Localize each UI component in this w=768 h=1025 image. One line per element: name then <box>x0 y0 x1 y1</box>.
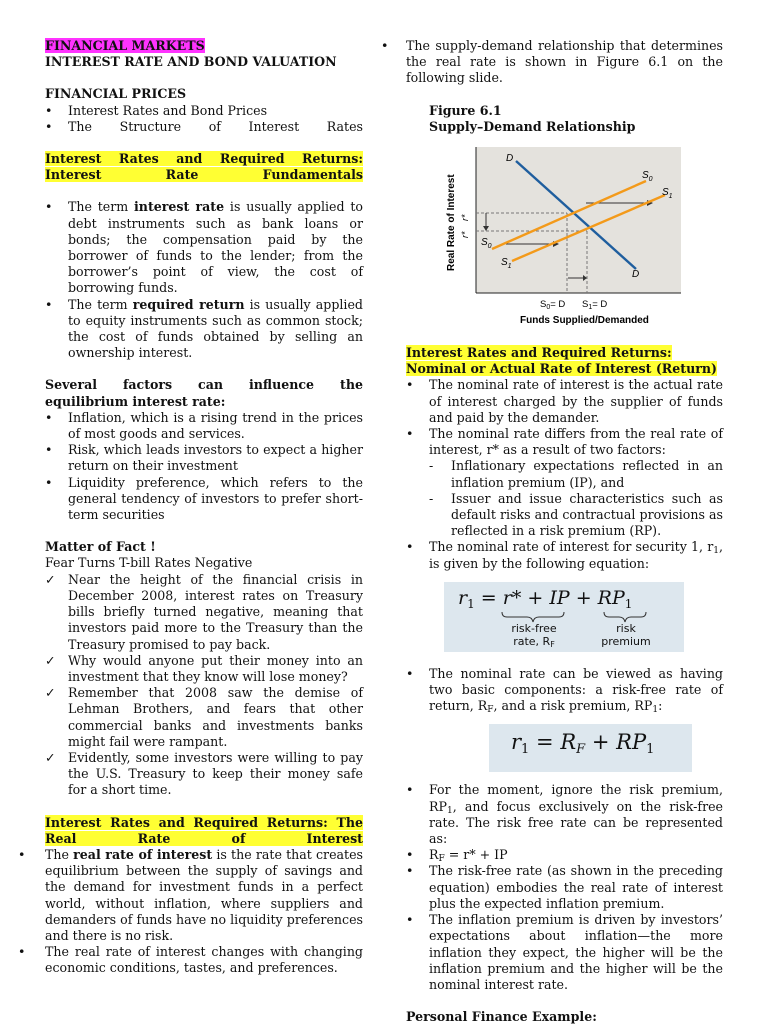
intro-list <box>381 38 723 87</box>
supply-s0-label-left: $S_0$ <box>481 237 492 251</box>
figure-number: Figure 6.1 <box>429 102 502 118</box>
supply-s1-label-top: $S_1$ <box>662 187 673 201</box>
list-item: ✓ Evidently, some investors were willing to pay the U.S. Treasury to keep their money safe for a short time. <box>45 750 363 799</box>
components-list <box>406 666 723 715</box>
supply-s1-label-left: $S_1$ <box>501 257 512 271</box>
list-item: • Risk, which leads investors to expect a higher return on their investment <box>45 442 363 474</box>
demand-label-top: D <box>506 153 514 165</box>
financial-prices-heading: FINANCIAL PRICES <box>45 86 187 102</box>
list-item: • For the moment, ignore the risk premium, $RP_1$, and focus exclusively on the risk-free rate. The risk free rate can be represented as: <box>406 782 723 847</box>
list-item: • The term interest rate is usually applied to debt instruments such as bank loans or bonds; the compensation paid by the borrower of funds to the lender; from the borrower’s point of view, the cost of borrowing funds. <box>45 199 363 296</box>
equation-components <box>489 724 692 772</box>
doc-title: FINANCIAL MARKETS <box>45 38 205 53</box>
fundamentals-heading: Interest Rates and Required Returns: Interest Rate Fundamentals <box>45 151 363 183</box>
list-item: ✓ Why would anyone put their money into an investment that they know will lose money? <box>45 653 363 685</box>
list-item: • The Structure of Interest Rates <box>45 119 363 135</box>
list-item: - Issuer and issue characteristics such as default risks and contractual provisions as reflected in a risk premium (RP). <box>429 491 723 540</box>
x1-label: $S_1= D$ <box>582 299 608 312</box>
brace-label-risk-premium: risk premium <box>601 621 651 648</box>
matter-of-fact-list <box>45 572 363 799</box>
factors-list <box>45 410 363 523</box>
matter-of-fact-subtitle: Fear Turns T-bill Rates Negative <box>45 555 253 571</box>
list-item: • Inflation, which is a rising trend in the prices of most goods and services. <box>45 410 363 442</box>
nominal-heading: Interest Rates and Required Returns: <box>406 345 672 361</box>
left-column <box>45 38 363 977</box>
real-rate-heading: Interest Rates and Required Returns: The Real Rate of Interest <box>45 814 363 846</box>
right-column <box>406 38 723 1025</box>
list-item: • The nominal rate of interest for security 1, $r_1$, is given by the following equation: <box>406 539 723 571</box>
list-item: • The nominal rate of interest is the actual rate of interest charged by the supplier of funds and paid by the demander. <box>406 377 723 426</box>
nominal-heading-2: Nominal or Actual Rate of Interest (Return) <box>406 361 717 377</box>
list-item: • The real rate of interest is the rate that creates equilibrium between the supply of savings and the demand for investment funds in a perfect world, without inflation, where suppliers and demanders of funds have no liquidity preferences and there is no risk. <box>18 847 363 944</box>
y-axis-label: Real Rate of Interest <box>446 174 457 272</box>
list-item: • Interest Rates and Bond Prices <box>45 103 363 119</box>
brace-label-risk-free: risk-free rate, RF <box>511 621 557 649</box>
list-item: • The supply-demand relationship that determines the real rate is shown in Figure 6.1 on the following slide. <box>381 38 723 87</box>
personal-finance-heading: Personal Finance Example: <box>406 1009 597 1025</box>
list-item: • Liquidity preference, which refers to the general tendency of investors to prefer short-term securities <box>45 475 363 524</box>
equation-1-text: $r_1 = r*$ + IP + $RP_1$ <box>458 586 633 611</box>
list-item: • The inflation premium is driven by investors’ expectations about inflation—the more inflation they expect, the higher will be the inflation premium and the higher will be the nominal interest rate. <box>406 912 723 993</box>
list-item: • The nominal rate can be viewed as having two basic components: a risk-free rate of return, $R_F$, and a risk premium, $RP_1$: <box>406 666 723 715</box>
list-item: ✓ Remember that 2008 saw the demise of Lehman Brothers, and fears that other commercial banks and investments banks might fail were rampant. <box>45 685 363 750</box>
list-item: ✓ Near the height of the financial crisis in December 2008, interest rates on Treasury bills briefly turned negative, meaning that investors paid more to the Treasury than the Treasury promised to pay back. <box>45 572 363 653</box>
real-rate-list <box>18 847 363 977</box>
list-item: • The risk-free rate (as shown in the preceding equation) embodies the real rate of interest plus the expected inflation premium. <box>406 863 723 912</box>
factors-dash-list <box>429 458 723 539</box>
nominal-list <box>406 377 723 571</box>
financial-prices-list <box>45 103 363 135</box>
factors-heading: Several factors can influence the equilibrium interest rate: <box>45 377 363 409</box>
list-item: • The nominal rate differs from the real rate of interest, r* as a result of two factors: - Inflationary expectations reflected in an inflation premium (IP), and - Issuer and issue characteristics such as default risks and contractual provisions as reflected in a risk premium (RP). <box>406 426 723 539</box>
x0-label: $S_0= D$ <box>540 299 566 312</box>
supply-s0-label-top: $S_0$ <box>642 170 653 184</box>
list-item: • The real rate of interest changes with changing economic conditions, tastes, and preferences. <box>18 944 363 976</box>
equation-2-text: r1 = RF + RP1 <box>511 730 655 758</box>
r0-label: r* <box>460 214 470 222</box>
list-item: • The term required return is usually applied to equity instruments such as common stock; the cost of funds obtained by selling an ownership interest. <box>45 297 363 362</box>
terms-list <box>45 199 363 361</box>
x-axis-label: Funds Supplied/Demanded <box>520 315 649 327</box>
risk-free-list <box>406 782 723 993</box>
doc-subtitle: INTEREST RATE AND BOND VALUATION <box>45 54 337 70</box>
demand-label-bottom: D <box>632 269 640 281</box>
supply-demand-figure <box>406 141 723 331</box>
list-item: • $R_F = r*$ + IP <box>406 847 723 863</box>
list-item: - Inflationary expectations reflected in an inflation premium (IP), and <box>429 458 723 490</box>
matter-of-fact-heading: Matter of Fact ! <box>45 539 156 555</box>
chart-background <box>476 147 681 293</box>
r1-label: r* <box>460 231 470 239</box>
equation-nominal-rate <box>444 582 684 652</box>
figure-title: Supply–Demand Relationship <box>429 118 636 134</box>
supply-demand-chart <box>406 141 723 331</box>
